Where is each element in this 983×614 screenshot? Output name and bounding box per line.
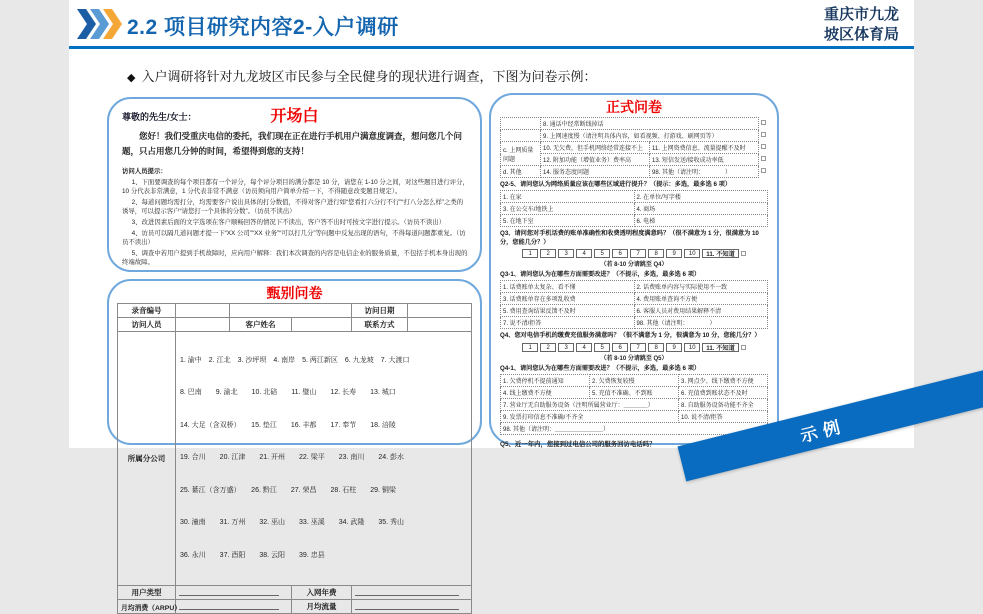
blank-field [292, 318, 352, 332]
question-q4 [500, 332, 768, 361]
option-cell: 6. 充值费到账状态不及时 [679, 387, 768, 399]
option-cell: 11. 上网资费信息、流量提醒不及时 [650, 142, 759, 154]
blank-field [176, 318, 230, 332]
tip-item: 1、下面要调查的每个项目都有一个评分，每个评分项目的满分都是 10 分，请您在 1-10 分之间，对这些题目进行评分，10 分代表非常满意，1 分代表非常不满意（访员须向用户简单介绍一下，不得随意改变题目规定）。 [122, 178, 469, 196]
option-cell: 8. 通话中经常断线掉话 [541, 118, 759, 130]
blank-cell [501, 118, 541, 130]
option-cell: 4. 商场 [634, 203, 768, 215]
blank-underline [355, 601, 459, 610]
checkbox-icon [761, 132, 766, 137]
blank-cell [501, 130, 541, 142]
option-cell: 9. 上网速度慢（请注明具体内容，如看视频、打游戏、刷网页等） [541, 130, 759, 142]
score-cell: 6 [612, 249, 628, 258]
blank-underline [179, 587, 279, 596]
q4-score-row [500, 343, 768, 352]
table-row [501, 293, 768, 305]
option-cell: 13. 短信发送/接收成功率低 [650, 154, 759, 166]
table-row [501, 142, 768, 154]
blank-field [352, 600, 472, 614]
screening-table-wrap [117, 303, 472, 614]
question-text: Q3-1、请问您认为在哪些方面需要改进？（不提示，多选，最多选 6 项） [500, 271, 701, 279]
opening-panel [107, 97, 482, 272]
checkbox-cell [759, 166, 768, 178]
option-cell: 3. 在公交车/地铁上 [501, 203, 635, 215]
option-cell: 12. 附加功能（增值业务）费率高 [541, 154, 650, 166]
question-text: Q4-1、请问您认为在哪些方面需要改进？（不提示，多选，最多选 6 项） [500, 364, 701, 372]
checkbox-icon [761, 156, 766, 161]
option-cell: 98. 其他（请注明： ） [650, 166, 759, 178]
score-cell: 10 [684, 343, 700, 352]
blank-field [408, 304, 472, 318]
option-cell: 9. 发票打印信息不准确/不齐全 [501, 411, 679, 423]
question-q3-1 [500, 271, 768, 329]
option-cell: 2. 话费账单内容与实际使用不一致 [634, 281, 768, 293]
table-row [501, 399, 768, 411]
opening-salutation: 尊敬的先生/女士： [122, 112, 197, 122]
blank-underline [179, 601, 279, 610]
label-interview-date: 访问日期 [352, 304, 408, 318]
options-table [500, 374, 768, 435]
skip-note: （若 8-10 分请跳至 Q4） [600, 262, 668, 269]
blank-field [176, 304, 230, 318]
option-cell: 1. 话费账单太复杂、看不懂 [501, 281, 635, 293]
page-title: 2.2 项目研究内容2-入户调研 [127, 16, 399, 39]
formal-body [500, 117, 768, 448]
table-row [118, 304, 472, 318]
checkbox-icon [761, 144, 766, 149]
header-divider [69, 46, 914, 49]
screening-table [117, 303, 472, 614]
formal-top-table [500, 117, 768, 178]
checkbox-icon [761, 168, 766, 173]
label-monthly-flow: 月均流量 [292, 600, 352, 614]
tip-item: 2、每道问题均需打分，均需要客户说出具体的打分数值，不得对客户进行如“您看打六分行不行”“打八分怎么样”之类的诱导，可以提示客户“请您打一个具体的分数”。（访员不读出） [122, 198, 464, 216]
q3-score-row [500, 249, 768, 258]
checkbox-icon [761, 120, 766, 125]
option-cell: 7. 营业厅无自助服务设备（注明所属营业厅：＿＿＿＿） [501, 399, 679, 411]
label-join-year: 入网年费 [292, 586, 352, 600]
table-row [118, 332, 472, 586]
intro-line [127, 66, 596, 85]
table-row [501, 130, 768, 142]
option-cell: 1. 在家 [501, 191, 635, 203]
checkbox-icon [741, 345, 746, 350]
checkbox-cell [759, 154, 768, 166]
option-cell: 7. 说不清/拒答 [501, 317, 635, 329]
score-cell: 1 [522, 343, 538, 352]
option-cell: 5. 在地下室 [501, 215, 635, 227]
tip-item: 3、改进因素后面的文字选项在客户顺畅回答的情况下不读出，客户答不出时可按文字进行提示。（访员不读出） [131, 219, 446, 227]
tip-item: 4、访员可以隔几道问题才提一下“XX 公司”“XX 业务”“可以打几分”等问题中反复出现的语句，不得每道问题都重复。（访员不读出） [122, 229, 466, 247]
branch-row: 30. 潼南 31. 万州 32. 巫山 33. 巫溪 34. 武隆 35. 秀山 [180, 519, 405, 527]
tips-title: 访问人员提示： [122, 168, 167, 175]
blank-field [230, 304, 352, 318]
group-c-label: c. 上网质量问题 [501, 142, 541, 166]
checkbox-icon [741, 251, 746, 256]
option-cell: 1. 欠费停机不提前通知 [501, 375, 590, 387]
opening-body: 您好！我们受重庆电信的委托，我们现在正在进行手机用户满意度调查，想问您几个问题，只占用您几分钟的时间，希望得到您的支持！ [122, 131, 463, 157]
label-recording-no: 录音编号 [118, 304, 176, 318]
label-user-type: 用户类型 [118, 586, 176, 600]
table-row [501, 375, 768, 387]
option-cell: 4. 线上缴费不方便 [501, 387, 590, 399]
table-row [501, 191, 768, 203]
blank-field [352, 586, 472, 600]
question-text: Q3、请问您对手机话费的账单准确性和收费透明程度满意吗？（很不满意为 1 分，很满意为 10 分，您能几分？） [500, 230, 759, 246]
formal-title: 正式问卷 [606, 99, 662, 115]
table-row [501, 203, 768, 215]
screening-title: 甄别问卷 [266, 285, 323, 301]
score-cell: 8 [648, 343, 664, 352]
question-text: Q2-5、请问您认为网络质量应该在哪些区域进行提升？（提示：多选，最多选 6 项） [500, 181, 732, 188]
blank-underline [355, 587, 459, 596]
label-arpu: 月均消费（ARPU） [118, 600, 176, 614]
label-customer-name: 客户姓名 [230, 318, 292, 332]
score-cell: 8 [648, 249, 664, 258]
blank-field [408, 318, 472, 332]
option-cell: 6. 客服人员对费用结果解释不清 [634, 305, 768, 317]
option-cell: 5. 费用查询结果反馈不及时 [501, 305, 635, 317]
score-cell: 7 [630, 249, 646, 258]
skip-note: （若 8-10 分请跳至 Q5） [600, 355, 668, 362]
table-row [501, 215, 768, 227]
option-cell: 3. 话费账单存在多项乱收费 [501, 293, 635, 305]
table-row [118, 600, 472, 614]
score-cell: 5 [594, 343, 610, 352]
label-contact: 联系方式 [352, 318, 408, 332]
score-cell: 6 [612, 343, 628, 352]
blank-field [176, 586, 292, 600]
score-cell: 2 [540, 343, 556, 352]
branch-row: 14. 大足（含双桥） 15. 垫江 16. 丰都 17. 奉节 18. 涪陵 [180, 421, 396, 429]
question-q5: Q5、近一年内，您接到过电信公司的服务回访电话吗？ [500, 441, 656, 449]
dont-know-cell: 11. 不知道 [702, 249, 739, 258]
group-d-label: d. 其他 [501, 166, 541, 178]
question-text: Q4、您对电信手机的缴费充值服务满意吗？（很不满意为 1 分，很满意为 10 分，您能几分？） [500, 332, 761, 340]
table-row [501, 154, 768, 166]
option-cell: 2. 欠费恢复较慢 [590, 375, 679, 387]
score-cell: 4 [576, 249, 592, 258]
option-cell: 8. 自助服务设备功能不齐全 [679, 399, 768, 411]
score-cell: 7 [630, 343, 646, 352]
branch-row: 19. 合川 20. 江津 21. 开州 22. 梁平 23. 南川 24. 彭水 [180, 454, 405, 462]
score-cell: 10 [684, 249, 700, 258]
question-q4-1 [500, 365, 768, 435]
option-cell: 10. 说不清/拒答 [679, 411, 768, 423]
formal-panel [489, 93, 779, 449]
question-q3 [500, 230, 768, 268]
option-cell: 98. 其他（请注明：＿＿＿＿＿＿＿＿） [501, 423, 768, 435]
score-cell: 2 [540, 249, 556, 258]
intro-text: 入户调研将针对九龙坡区市民参与全民健身的现状进行调查，下图为问卷示例： [141, 69, 597, 84]
screening-panel [107, 279, 482, 612]
branch-row: 1. 渝中 2. 江北 3. 沙坪坝 4. 南岸 5. 两江新区 6. 九龙坡 7. 大渡口 [180, 356, 410, 364]
label-interviewer: 访问人员 [118, 318, 176, 332]
options-table [500, 280, 768, 329]
option-cell: 2. 在单位/写字楼 [634, 191, 768, 203]
header-chevrons-icon [77, 9, 123, 44]
checkbox-cell [759, 118, 768, 130]
checkbox-cell [759, 130, 768, 142]
blank-field [176, 600, 292, 614]
score-cell: 5 [594, 249, 610, 258]
option-cell: 4. 费用账单查询不方便 [634, 293, 768, 305]
score-cell: 4 [576, 343, 592, 352]
interviewer-tips [122, 167, 469, 269]
table-row [118, 586, 472, 600]
option-cell: 3. 网点少、线下缴费不方便 [679, 375, 768, 387]
score-cell: 9 [666, 249, 682, 258]
branch-row: 25. 綦江（含万盛） 26. 黔江 27. 荣昌 28. 石柱 29. 铜梁 [180, 486, 396, 494]
ribbon-label: 示例 [798, 415, 848, 446]
question-q2-5 [500, 181, 768, 227]
table-row [501, 387, 768, 399]
table-row [501, 305, 768, 317]
option-cell: 10. 无欠费，但手机网络经常连接不上 [541, 142, 650, 154]
org-name: 重庆市九龙坡区体育局 [824, 6, 900, 44]
score-cell: 9 [666, 343, 682, 352]
option-cell: 5. 充值不准确、不到账 [590, 387, 679, 399]
dont-know-cell: 11. 不知道 [702, 343, 739, 352]
options-table [500, 190, 768, 227]
checkbox-cell [759, 142, 768, 154]
table-row [501, 411, 768, 423]
label-branch: 所属分公司 [118, 332, 176, 586]
score-cell: 3 [558, 249, 574, 258]
slide [69, 0, 914, 612]
score-cell: 1 [522, 249, 538, 258]
tip-item: 5、调查中若用户提到手机故障时，应向用户解释：我们本次调查的内容是电信企业的服务质量，不包括手机本身出现的终端故障。 [122, 249, 468, 267]
option-cell: 98. 其他（请注明： ） [634, 317, 768, 329]
branch-row: 36. 永川 37. 酉阳 38. 云阳 39. 忠县 [180, 551, 325, 559]
branch-row: 8. 巴南 9. 渝北 10. 北碚 11. 璧山 12. 长寿 13. 城口 [180, 389, 396, 397]
opening-title: 开场白 [270, 108, 319, 125]
table-row [118, 318, 472, 332]
score-cell: 3 [558, 343, 574, 352]
table-row [501, 317, 768, 329]
table-row [501, 166, 768, 178]
diamond-bullet-icon: ◆ [127, 72, 136, 84]
table-row [501, 281, 768, 293]
table-row [501, 118, 768, 130]
branch-list [176, 332, 472, 586]
option-cell: 6. 电梯 [634, 215, 768, 227]
option-cell: 14. 服务态度问题 [541, 166, 650, 178]
